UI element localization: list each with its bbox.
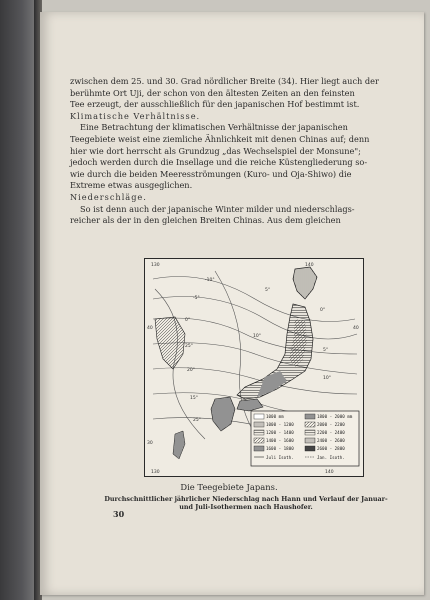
isotherm-label: 10° bbox=[253, 334, 261, 339]
legend-label: 1400 - 1600 bbox=[266, 438, 294, 443]
longitude-label: 140 bbox=[325, 470, 334, 475]
map-drawing bbox=[145, 259, 363, 476]
longitude-label: 130 bbox=[151, 263, 160, 268]
isotherm-label: 5° bbox=[265, 288, 271, 293]
text-line: zwischen dem 25. und 30. Grad nördlicher Breite (34). Hier liegt auch der bbox=[70, 76, 379, 86]
island-kyushu bbox=[211, 397, 235, 431]
isotherm-label: 25° bbox=[193, 418, 201, 423]
figure-title: Die Teegebiete Japans. bbox=[180, 482, 278, 492]
text-line: Extreme etwas ausgeglichen. bbox=[70, 180, 193, 191]
paragraph-intro bbox=[70, 76, 388, 227]
legend-label: 2400 - 2600 bbox=[317, 438, 345, 443]
text-line: wie durch die beiden Meeresströmungen (Kuro- und Oja-Shiwo) die bbox=[70, 168, 352, 179]
latitude-label: 30 bbox=[147, 441, 153, 446]
island-hokkaido bbox=[293, 267, 317, 299]
text-line: So ist denn auch der japanische Winter milder und niederschlags- bbox=[80, 203, 355, 214]
isotherm-label: -5° bbox=[193, 296, 200, 301]
isotherm-label: 0° bbox=[320, 308, 326, 313]
legend-label: 1200 - 1400 bbox=[266, 430, 294, 435]
text-line: hier wie dort herrscht als Grundzug „das Wechselspiel der Monsune"; bbox=[70, 145, 361, 156]
text-line: reicher als der in den gleichen Breiten Chinas. Aus dem gleichen bbox=[70, 215, 341, 226]
heading-precipitation: Niederschläge. bbox=[70, 191, 147, 202]
isotherm-label: 0° bbox=[185, 318, 191, 323]
text-line: Eine Betrachtung der klimatischen Verhältnisse der japanischen bbox=[80, 122, 348, 133]
text-line: Tee erzeugt, der ausschließlich für den japanischen Hof bestimmt ist. bbox=[70, 99, 360, 110]
isotherm-label: 5° bbox=[323, 348, 329, 353]
text-line: jedoch werden durch die Insellage und die reiche Küstengliederung so- bbox=[70, 157, 368, 168]
map-legend bbox=[251, 411, 359, 466]
isotherm-label: 15° bbox=[190, 396, 198, 401]
isotherm-label: 20° bbox=[187, 368, 195, 373]
figure-subtitle-line: Durchschnittlicher jährlicher Niederschlag nach Hann und Verlauf der Januar- bbox=[104, 495, 388, 503]
legend-label: 1000 mm bbox=[266, 414, 284, 419]
island-south bbox=[173, 431, 185, 459]
longitude-label: 130 bbox=[151, 470, 160, 475]
japan-tea-map bbox=[144, 258, 364, 477]
korea-coast bbox=[155, 317, 185, 369]
legend-label: 1000 - 1200 bbox=[266, 422, 294, 427]
legend-label: 1800 - 2000 mm bbox=[317, 414, 353, 419]
figure-subtitle bbox=[96, 495, 396, 511]
legend-label: 2000 - 2200 bbox=[317, 422, 345, 427]
legend-label: Juli Isoth. bbox=[266, 455, 294, 460]
text-line: Teegebiete weist eine ziemliche Ähnlichkeit mit denen Chinas auf; denn bbox=[70, 133, 370, 144]
isotherm-label: 25° bbox=[185, 344, 193, 349]
legend-label: Jan. Isoth. bbox=[317, 455, 345, 460]
legend-label: 1600 - 1800 bbox=[266, 446, 294, 451]
latitude-label: 40 bbox=[353, 326, 359, 331]
figure-subtitle-line: und Juli-Isothermen nach Haushofer. bbox=[179, 503, 313, 511]
longitude-label: 140 bbox=[305, 263, 314, 268]
isotherm-label: 10° bbox=[323, 376, 331, 381]
latitude-label: 40 bbox=[147, 326, 153, 331]
legend-label: 2600 - 2800 bbox=[317, 446, 345, 451]
page-number: 30 bbox=[113, 509, 125, 519]
isotherm-label: -10° bbox=[205, 278, 215, 283]
legend-label: 2200 - 2400 bbox=[317, 430, 345, 435]
text-line: berühmte Ort Uji, der schon von den ältesten Zeiten an den feinsten bbox=[70, 87, 355, 98]
island-shikoku bbox=[237, 399, 263, 411]
heading-climate: Klimatische Verhältnisse. bbox=[70, 110, 201, 121]
